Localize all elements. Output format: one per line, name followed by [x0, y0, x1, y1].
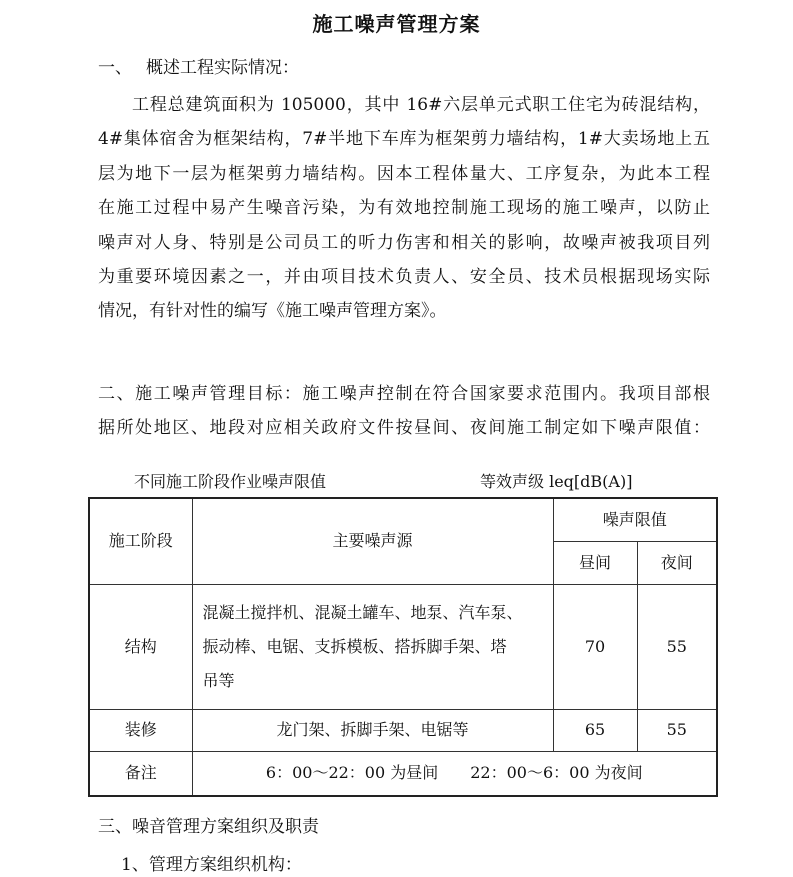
day-limit-cell: 70 [553, 584, 637, 709]
document-title: 施工噪声管理方案 [312, 12, 481, 36]
paragraph-line: 为重要环境因素之一，并由项目技术负责人、安全员、技术员根据现场实际 [98, 267, 710, 288]
table-header-row [89, 498, 717, 541]
source-line: 混凝土搅拌机、混凝土罐车、地泵、汽车泵、 [202, 602, 523, 622]
paragraph-line: 层为地下一层为框架剪力墙结构。因本工程体量大、工序复杂，为此本工程 [98, 163, 710, 184]
table-row [89, 709, 717, 751]
header-night: 夜间 [637, 541, 717, 584]
night-limit-cell: 55 [637, 584, 717, 709]
table-note-row [89, 751, 717, 796]
noise-limit-table [88, 497, 718, 797]
note-label-cell: 备注 [89, 751, 192, 796]
paragraph-line: 噪声对人身、特别是公司员工的听力伤害和相关的影响，故噪声被我项目列 [98, 232, 710, 253]
night-limit-cell: 55 [637, 709, 717, 751]
table-unit-label: 等效声级 leq[dB(A)] [480, 472, 633, 491]
paragraph-line: 在施工过程中易产生噪音污染，为有效地控制施工现场的施工噪声，以防止 [98, 198, 710, 219]
paragraph-line: 情况，有针对性的编写《施工噪声管理方案》。 [98, 301, 447, 322]
source-cell: 龙门架、拆脚手架、电锯等 [192, 709, 553, 751]
section-1-paragraph [98, 88, 710, 329]
section-3-1-heading: 1、管理方案组织机构： [121, 855, 302, 875]
source-line: 吊等 [202, 670, 235, 690]
paragraph-line: 二、施工噪声管理目标：施工噪声控制在符合国家要求范围内。我项目部根 [98, 384, 710, 404]
header-stage: 施工阶段 [89, 498, 192, 584]
source-line: 振动棒、电锯、支拆模板、搭拆脚手架、塔 [202, 636, 507, 656]
paragraph-line: 工程总建筑面积为 105000，其中 16#六层单元式职工住宅为砖混结构， [132, 95, 710, 115]
stage-cell: 装修 [89, 709, 192, 751]
section-3-heading: 三、噪音管理方案组织及职责 [98, 817, 319, 837]
paragraph-line: 4#集体宿舍为框架结构，7#半地下车库为框架剪力墙结构，1#大卖场地上五 [98, 129, 710, 150]
header-limit: 噪声限值 [553, 498, 717, 541]
table-caption: 不同施工阶段作业噪声限值 [134, 472, 327, 491]
note-text-cell: 6：00～22：00 为昼间 22：00～6：00 为夜间 [192, 751, 717, 796]
stage-cell: 结构 [89, 584, 192, 709]
table-row [89, 584, 717, 709]
paragraph-line: 据所处地区、地段对应相关政府文件按昼间、夜间施工制定如下噪声限值： [98, 418, 710, 439]
section-1-number: 一、 [98, 58, 132, 78]
header-source: 主要噪声源 [192, 498, 553, 584]
day-limit-cell: 65 [553, 709, 637, 751]
header-day: 昼间 [553, 541, 637, 584]
section-2-paragraph [98, 377, 710, 446]
section-1-heading: 概述工程实际情况： [146, 58, 299, 78]
source-cell [192, 584, 553, 709]
